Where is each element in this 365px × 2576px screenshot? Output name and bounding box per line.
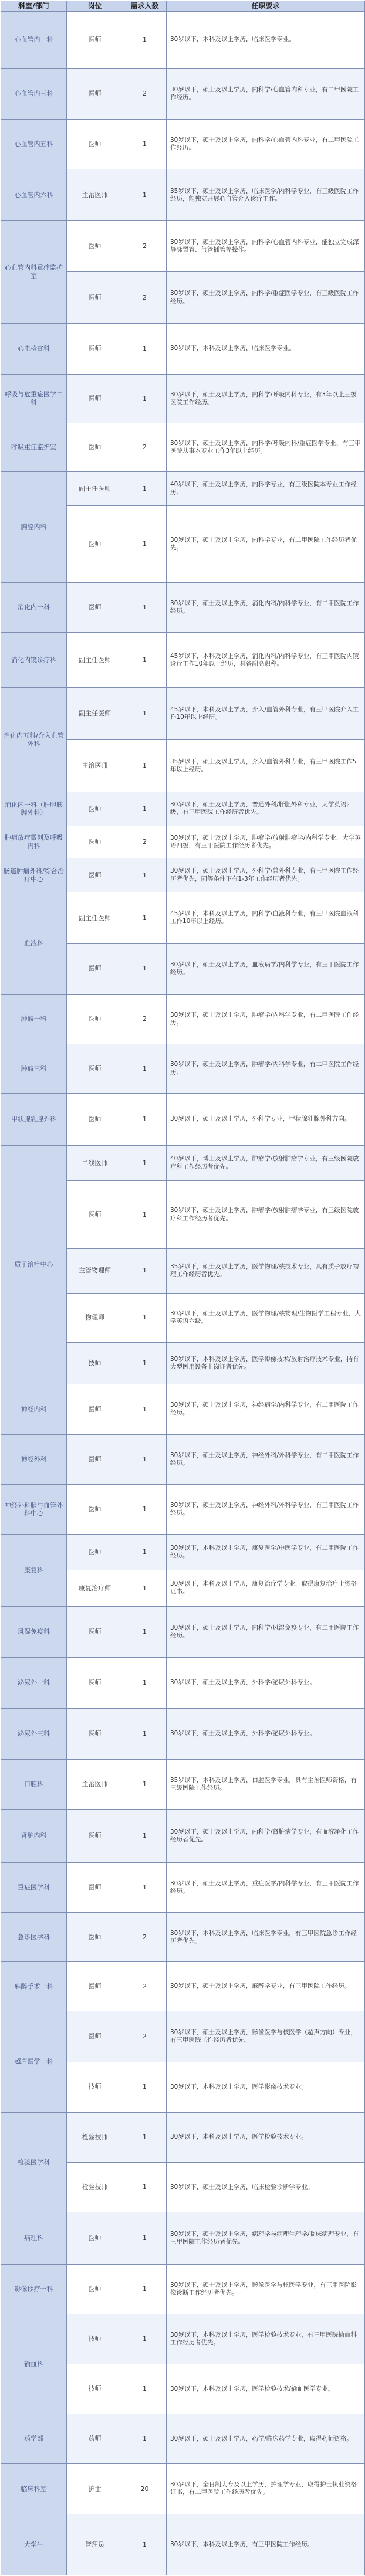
table-row	[1, 1606, 365, 1657]
department-cell: 泌尿外一科	[1, 1658, 67, 1708]
count-cell: 1	[123, 1248, 167, 1293]
department-cell: 心血管内一科	[1, 12, 67, 69]
position-cell: 主治医师	[67, 740, 123, 792]
department-cell: 神经内科	[1, 1384, 67, 1434]
requirements-cell: 30岁以下，硕士及以上学历，药学/临床药学专业，取得药师资格。	[167, 2414, 365, 2464]
count-cell: 1	[123, 2414, 167, 2464]
count-cell: 1	[123, 792, 167, 826]
count-cell: 1	[123, 740, 167, 792]
count-cell: 1	[123, 1485, 167, 1535]
count-cell: 2	[123, 2011, 167, 2062]
position-cell: 医师	[67, 1435, 123, 1485]
requirements-cell: 40岁以下，硕士及以上学历，内科学专业，有三级医院本专业工作经历。	[167, 471, 365, 505]
position-cell: 医师	[67, 1810, 123, 1863]
department-cell: 风湿免疫科	[1, 1606, 67, 1657]
requirements-cell: 30岁以下，硕士及以上学历，神经外科/外科学专业，有二甲医院工作经历。	[167, 1435, 365, 1485]
table-row	[1, 1863, 365, 1913]
count-cell: 1	[123, 12, 167, 69]
position-cell: 医师	[67, 943, 123, 994]
header-position: 岗位	[67, 1, 123, 12]
requirements-cell: 30岁以下，硕士及以上学历，内科学专业，有二甲医院工作经历者优先。	[167, 506, 365, 583]
table-row	[1, 1145, 365, 1181]
requirements-cell: 45岁以下，本科及以上学历，介入/血管外科专业，有三甲医院介入工作10年以上经历。	[167, 688, 365, 740]
count-cell: 1	[123, 1044, 167, 1094]
count-cell: 1	[123, 471, 167, 505]
requirements-cell: 30岁以下，硕士及以上学历，病理学与病理生理学/临床病理专业，有三甲医院工作经历者优先。	[167, 2212, 365, 2265]
table-body	[1, 12, 365, 2575]
count-cell: 1	[123, 1435, 167, 1485]
position-cell: 主管物理师	[67, 1248, 123, 1293]
department-cell: 消化内一科	[1, 582, 67, 632]
count-cell: 1	[123, 2163, 167, 2212]
requirements-cell: 30岁以下，本科及以上学历，临床医学专业。	[167, 12, 365, 69]
department-cell: 呼吸重症监护室	[1, 423, 67, 472]
count-cell: 1	[123, 2062, 167, 2112]
department-cell: 重症医学科	[1, 1863, 67, 1913]
department-cell: 消化内一科（肝胆胰脾外科）	[1, 792, 67, 826]
department-cell: 肿瘤一科	[1, 994, 67, 1044]
count-cell: 1	[123, 2314, 167, 2364]
requirements-cell: 30岁以下，全日制大专及以上学历，护理学专业，取得护士执业资格证书，有二甲医院工作经历者优先。	[167, 2464, 365, 2514]
count-cell: 2	[123, 68, 167, 119]
position-cell: 医师	[67, 1708, 123, 1759]
position-cell: 医师	[67, 792, 123, 826]
requirements-cell: 30岁以下，硕士及以上学历，肿瘤学/放射肿瘤学/内科学专业，大学英语四级，有三甲医院工作经历者优先。	[167, 826, 365, 858]
count-cell: 2	[123, 423, 167, 472]
requirements-cell: 35岁以下，硕士及以上学历，医学物理/核技术专业，具有质子放疗物理工作经历者优先。	[167, 1248, 365, 1293]
department-cell: 肿瘤三科	[1, 1044, 67, 1094]
count-cell: 1	[123, 2364, 167, 2414]
position-cell: 医师	[67, 375, 123, 423]
count-cell: 2	[123, 994, 167, 1044]
position-cell: 医师	[67, 1044, 123, 1094]
table-row	[1, 632, 365, 687]
table-row	[1, 1485, 365, 1535]
requirements-cell: 30岁以下，硕士及以上学历，外科学专业，甲状腺乳腺外科方向。	[167, 1094, 365, 1146]
department-cell: 心血管内六科	[1, 169, 67, 220]
table-row	[1, 1962, 365, 2011]
requirements-cell: 35岁以下，硕士及以上学历，临床医学/内科学专业，有三级医院工作经历，能独立开展心血管介入诊疗工作。	[167, 169, 365, 220]
count-cell: 1	[123, 1570, 167, 1607]
position-cell: 技师	[67, 1342, 123, 1384]
table-row	[1, 892, 365, 943]
requirements-cell: 40岁以下，博士及以上学历，肿瘤学/放射肿瘤学专业，有三级医院放疗科工作经历者优先。	[167, 1145, 365, 1181]
position-cell: 技师	[67, 2314, 123, 2364]
department-cell: 泌尿外三科	[1, 1708, 67, 1759]
requirements-cell: 30岁以下，本科及以上学历，康复治疗学专业，取得康复治疗士资格证书。	[167, 1570, 365, 1607]
table-row	[1, 220, 365, 271]
department-cell: 病理科	[1, 2212, 67, 2265]
requirements-cell: 30岁以下，硕士及以上学历，肿瘤学/内科学专业，有二甲医院工作经历。	[167, 994, 365, 1044]
count-cell: 1	[123, 1145, 167, 1181]
table-row	[1, 2011, 365, 2062]
position-cell: 副主任医师	[67, 632, 123, 687]
position-cell: 检验技师	[67, 2112, 123, 2162]
requirements-cell: 30岁以下，硕士及以上学历，内科学/心血管内科专业，能独立完成深静脉置管、气管插管等操作。	[167, 220, 365, 271]
position-cell: 医师	[67, 1181, 123, 1248]
department-cell: 心电检查科	[1, 323, 67, 374]
position-cell: 医师	[67, 1384, 123, 1434]
department-cell: 肿瘤放疗微创及呼吸内科	[1, 826, 67, 858]
header-count: 需求人数	[123, 1, 167, 12]
requirements-cell: 30岁以下，硕士及以上学历，消化内科/内科学专业，有二甲医院工作经历。	[167, 582, 365, 632]
department-cell: 心血管内五科	[1, 120, 67, 169]
requirements-cell: 30岁以下，硕士及以上学历，影像医学与核医学专业，有三甲医院影像诊断工作经历者优先。	[167, 2264, 365, 2314]
count-cell: 2	[123, 272, 167, 323]
table-row	[1, 2414, 365, 2464]
requirements-cell: 30岁以下，本科及以上学历，医学检验技术/输血医学专业。	[167, 2364, 365, 2414]
requirements-cell: 30岁以下，硕士及以上学历，肿瘤学/内科学专业，有二甲医院工作经历。	[167, 1044, 365, 1094]
position-cell: 医师	[67, 423, 123, 472]
requirements-cell: 45岁以下，本科及以上学历，内科学/血液科专业，有三甲医院血液科工作10年以上经历。	[167, 892, 365, 943]
table-row	[1, 1384, 365, 1434]
position-cell: 副主任医师	[67, 471, 123, 505]
count-cell: 1	[123, 1094, 167, 1146]
position-cell: 副主任医师	[67, 892, 123, 943]
count-cell: 1	[123, 1384, 167, 1434]
position-cell: 主治医师	[67, 1760, 123, 1810]
count-cell: 1	[123, 2264, 167, 2314]
table-row	[1, 471, 365, 505]
position-cell: 技师	[67, 2364, 123, 2414]
requirements-cell: 30岁以下，硕士及以上学历，血液病学/内科学专业，有三甲医院工作经历。	[167, 943, 365, 994]
table	[1, 1, 365, 2575]
requirements-cell: 30岁以下，本科及以上学历，医学检验技术专业。	[167, 2112, 365, 2162]
table-row	[1, 120, 365, 169]
count-cell: 1	[123, 582, 167, 632]
table-row	[1, 2212, 365, 2265]
count-cell: 20	[123, 2464, 167, 2514]
position-cell: 医师	[67, 994, 123, 1044]
table-row	[1, 1913, 365, 1962]
position-cell: 主治医师	[67, 169, 123, 220]
position-cell: 医师	[67, 506, 123, 583]
requirements-cell: 30岁以下，本科及以上学历，临床医学专业，有三甲医院急诊工作经历者优先。	[167, 1913, 365, 1962]
department-cell: 胸腔内科	[1, 471, 67, 582]
requirements-cell: 35岁以下，本科及以上学历，口腔医学专业，具有主治医师资格，有三级医院工作经历。	[167, 1760, 365, 1810]
count-cell: 1	[123, 2514, 167, 2575]
table-row	[1, 375, 365, 423]
department-cell: 大学生	[1, 2514, 67, 2575]
position-cell: 医师	[67, 582, 123, 632]
department-cell: 神经外科脑与血管外科中心	[1, 1485, 67, 1535]
requirements-cell: 45岁以下，本科及以上学历，消化内科/内科学专业，有三甲医院内镜诊疗工作10年以上经历，具备副高职称。	[167, 632, 365, 687]
department-cell: 影像诊疗一科	[1, 2264, 67, 2314]
position-cell: 物理师	[67, 1293, 123, 1342]
requirements-cell: 30岁以下，硕士及以上学历，影像医学与核医学（超声方向）专业，有三甲医院工作经历者优先。	[167, 2011, 365, 2062]
requirements-cell: 30岁以下，硕士及以上学历，普通外科/肝胆外科专业，大学英语四级，有三甲医院工作经历者优先。	[167, 792, 365, 826]
count-cell: 1	[123, 375, 167, 423]
department-cell: 检验医学科	[1, 2112, 67, 2212]
department-cell: 消化内镜诊疗科	[1, 632, 67, 687]
requirements-cell: 30岁以下，硕士及以上学历，内科学/心血管内科专业，有二甲医院工作经历。	[167, 68, 365, 119]
position-cell: 管理员	[67, 2514, 123, 2575]
header-requirements: 任职要求	[167, 1, 365, 12]
table-row	[1, 826, 365, 858]
department-cell: 临床科室	[1, 2464, 67, 2514]
count-cell: 1	[123, 2212, 167, 2265]
position-cell: 检验技师	[67, 2163, 123, 2212]
count-cell: 1	[123, 943, 167, 994]
department-cell: 心血管内三科	[1, 68, 67, 119]
count-cell: 1	[123, 1535, 167, 1570]
count-cell: 1	[123, 169, 167, 220]
table-row	[1, 1044, 365, 1094]
position-cell: 医师	[67, 323, 123, 374]
department-cell: 肠道肿瘤外科/综合治疗中心	[1, 858, 67, 892]
position-cell: 医师	[67, 120, 123, 169]
requirements-cell: 30岁以下，硕士及以上学历，神经病学/内科学专业，有二甲医院工作经历。	[167, 1384, 365, 1434]
department-cell: 急诊医学科	[1, 1913, 67, 1962]
table-row	[1, 423, 365, 472]
department-cell: 口腔科	[1, 1760, 67, 1810]
table-row	[1, 1658, 365, 1708]
count-cell: 1	[123, 1760, 167, 1810]
table-row	[1, 1708, 365, 1759]
department-cell: 药学部	[1, 2414, 67, 2464]
position-cell: 医师	[67, 2264, 123, 2314]
count-cell: 2	[123, 1913, 167, 1962]
requirements-cell: 30岁以下，本科及以上学历，医学影像技术专业。	[167, 2062, 365, 2112]
position-cell: 医师	[67, 272, 123, 323]
count-cell: 1	[123, 506, 167, 583]
table-row	[1, 2314, 365, 2364]
count-cell: 1	[123, 858, 167, 892]
count-cell: 1	[123, 1708, 167, 1759]
requirements-cell: 30岁以下，硕士及以上学历，外科学/泌尿外科专业。	[167, 1708, 365, 1759]
requirements-cell: 30岁以下，硕士及以上学历，神经外科/外科学专业，有三甲医院工作经历。	[167, 1485, 365, 1535]
requirements-cell: 30岁以下，硕士及以上学历，内科学/重症医学专业，有三级医院工作经历。	[167, 272, 365, 323]
table-row	[1, 582, 365, 632]
requirements-cell: 30岁以下，硕士及以上学历，内科学/呼吸内科专业，有3年以上三级医院工作经历。	[167, 375, 365, 423]
department-cell: 血液科	[1, 892, 67, 995]
table-row	[1, 792, 365, 826]
table-row	[1, 2514, 365, 2575]
count-cell: 2	[123, 220, 167, 271]
count-cell: 2	[123, 826, 167, 858]
count-cell: 1	[123, 892, 167, 943]
requirements-cell: 30岁以下，本科及以上学历，康复医学/中医学专业，有二甲医院工作经历。	[167, 1535, 365, 1570]
department-cell: 麻醉手术一科	[1, 1962, 67, 2011]
requirements-cell: 30岁以下，硕士及以上学历，内科学/肾脏病学专业，有血液净化工作经历者优先。	[167, 1810, 365, 1863]
position-cell: 医师	[67, 2011, 123, 2062]
position-cell: 二线医师	[67, 1145, 123, 1181]
department-cell: 超声医学一科	[1, 2011, 67, 2113]
department-cell: 肾脏内科	[1, 1810, 67, 1863]
count-cell: 1	[123, 1810, 167, 1863]
table-row	[1, 169, 365, 220]
requirements-cell: 30岁以下，硕士及以上学历，肿瘤学/放射肿瘤学专业，有三级医院放疗科工作经历者优先。	[167, 1181, 365, 1248]
department-cell: 呼吸与危重症医学二科	[1, 375, 67, 423]
position-cell: 副主任医师	[67, 688, 123, 740]
requirements-cell: 30岁以下，硕士及以上学历，外科学/泌尿外科专业。	[167, 1658, 365, 1708]
table-row	[1, 1094, 365, 1146]
header-row	[1, 1, 365, 12]
count-cell: 1	[123, 688, 167, 740]
position-cell: 医师	[67, 1962, 123, 2011]
count-cell: 1	[123, 1342, 167, 1384]
count-cell: 1	[123, 323, 167, 374]
position-cell: 医师	[67, 1658, 123, 1708]
position-cell: 医师	[67, 1485, 123, 1535]
department-cell: 输血科	[1, 2314, 67, 2414]
count-cell: 1	[123, 2112, 167, 2162]
table-row	[1, 1810, 365, 1863]
requirements-cell: 30岁以下，本科及以上学历，临床医学专业。	[167, 323, 365, 374]
requirements-cell: 30岁以下，本科及以上学历，有三甲医院工作经历。	[167, 2514, 365, 2575]
table-row	[1, 1760, 365, 1810]
department-cell: 甲状腺乳腺外科	[1, 1094, 67, 1146]
requirements-cell: 30岁以下，硕士及以上学历，内科学/风湿免疫专业，有二甲医院工作经历。	[167, 1606, 365, 1657]
position-cell: 医师	[67, 858, 123, 892]
requirements-cell: 30岁以下，硕士及以上学历，重症医学/内科学专业，有三甲医院工作经历。	[167, 1863, 365, 1913]
requirements-cell: 30岁以下，硕士及以上学历，内科学/呼吸内科/重症医学专业，有三甲医院从事本专业工作3年以上经历。	[167, 423, 365, 472]
table-row	[1, 1435, 365, 1485]
requirements-cell: 30岁以下，硕士及以上学历，临床检验诊断学专业。	[167, 2163, 365, 2212]
count-cell: 1	[123, 120, 167, 169]
position-cell: 医师	[67, 1863, 123, 1913]
count-cell: 1	[123, 1293, 167, 1342]
position-cell: 护士	[67, 2464, 123, 2514]
position-cell: 医师	[67, 1535, 123, 1570]
department-cell: 消化内五科/介入血管外科	[1, 688, 67, 792]
table-row	[1, 1535, 365, 1570]
position-cell: 医师	[67, 1606, 123, 1657]
requirements-cell: 30岁以下，硕士及以上学历，内科学/心血管内科专业，有二甲医院工作经历。	[167, 120, 365, 169]
requirements-cell: 30岁以下，本科及以上学历，医学影像技术/放射治疗技术专业，持有大型医用设备上岗证者优先。	[167, 1342, 365, 1384]
header-department: 科室/部门	[1, 1, 67, 12]
table-row	[1, 12, 365, 69]
position-cell: 医师	[67, 220, 123, 271]
requirements-cell: 30岁以下，硕士及以上学历，外科学/普外科专业，有三甲医院工作经历者优先，同等条件下有1-3年工作经历者优先。	[167, 858, 365, 892]
table-row	[1, 688, 365, 740]
table-row	[1, 858, 365, 892]
count-cell: 1	[123, 1606, 167, 1657]
requirements-cell: 30岁以下，本科及以上学历，医学检验技术专业，有三甲医院输血科工作经历者优先。	[167, 2314, 365, 2364]
position-cell: 医师	[67, 826, 123, 858]
requirements-cell: 35岁以下，硕士及以上学历，介入/血管外科专业，有三甲医院工作5年以上经历。	[167, 740, 365, 792]
table-row	[1, 2112, 365, 2162]
position-cell: 药师	[67, 2414, 123, 2464]
count-cell: 1	[123, 1181, 167, 1248]
count-cell: 1	[123, 1863, 167, 1913]
position-cell: 医师	[67, 68, 123, 119]
department-cell: 神经外科	[1, 1435, 67, 1485]
department-cell: 心血管内科重症监护室	[1, 220, 67, 323]
table-row	[1, 68, 365, 119]
count-cell: 2	[123, 1962, 167, 2011]
table-row	[1, 2264, 365, 2314]
department-cell: 康复科	[1, 1535, 67, 1606]
table-row	[1, 323, 365, 374]
requirements-cell: 30岁以下，硕士及以上学历，麻醉学专业，有三甲医院工作经历。	[167, 1962, 365, 2011]
position-cell: 医师	[67, 12, 123, 69]
table-row	[1, 994, 365, 1044]
count-cell: 1	[123, 632, 167, 687]
position-cell: 医师	[67, 1913, 123, 1962]
position-cell: 康复治疗师	[67, 1570, 123, 1607]
position-cell: 医师	[67, 1094, 123, 1146]
department-cell: 质子治疗中心	[1, 1145, 67, 1384]
table-row	[1, 2464, 365, 2514]
position-cell: 技师	[67, 2062, 123, 2112]
count-cell: 1	[123, 1658, 167, 1708]
requirements-cell: 30岁以下，硕士及以上学历，医学物理/核物理/生物医学工程专业，大学英语六级。	[167, 1293, 365, 1342]
position-cell: 医师	[67, 2212, 123, 2265]
